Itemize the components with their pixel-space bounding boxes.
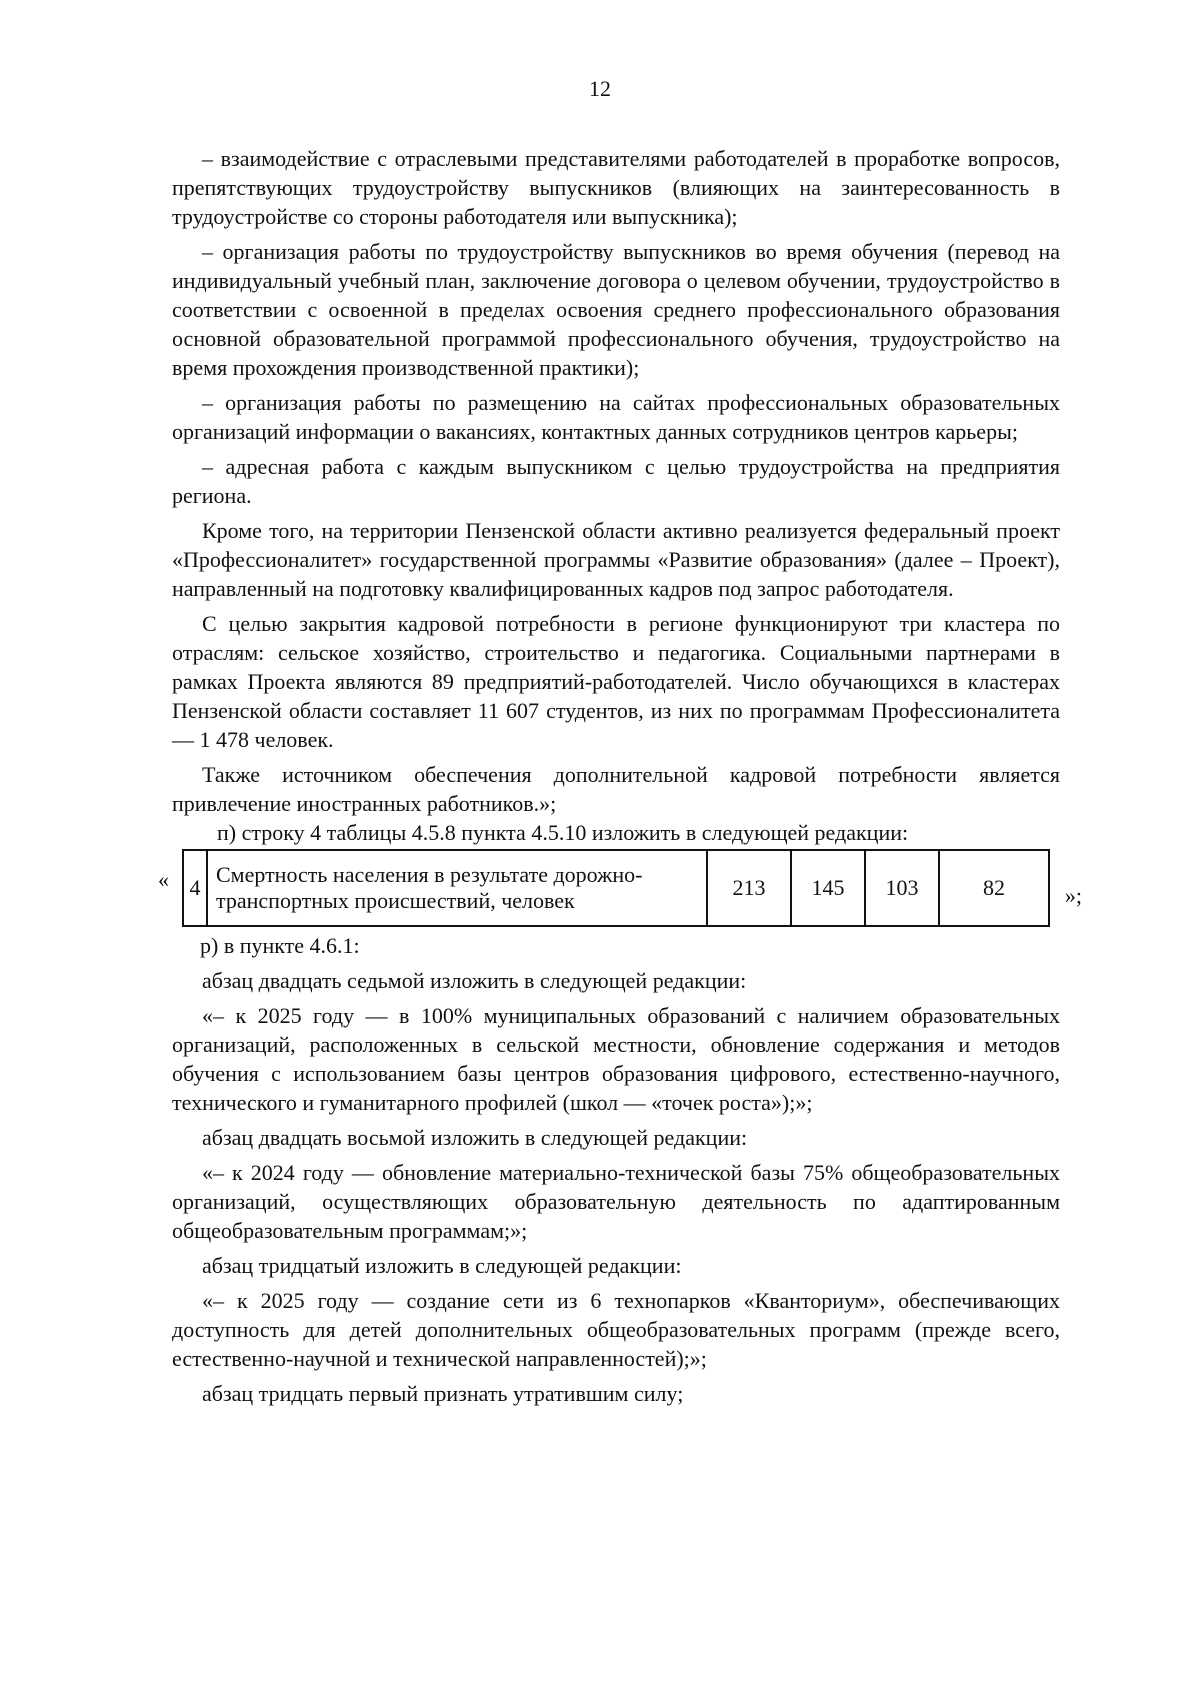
paragraph-27-heading: абзац двадцать седьмой изложить в следующей редакции: [202,968,747,993]
opening-quote: « [158,867,169,892]
paragraph-interaction-employers: – взаимодействие с отраслевыми представителями работодателей в проработке вопросов, препятствующих трудоустройству выпускников (влияющих на заинтересованность в трудоустройстве со стороны работодателя или выпускника); [172,146,1060,229]
table-cell-value-3: 103 [865,850,939,926]
page-number: 12 [589,76,611,101]
paragraph-31-repeal: абзац тридцать первый признать утратившим силу; [202,1381,684,1406]
table-cell-value-4: 82 [939,850,1049,926]
table-row [183,850,1049,926]
paragraph-instruction-table: п) строку 4 таблицы 4.5.8 пункта 4.5.10 изложить в следующей редакции: [217,820,909,845]
paragraph-employment-during-study: – организация работы по трудоустройству выпускников во время обучения (перевод на индивидуальный учебный план, заключение договора о целевом обучении, трудоустройство в соответствии с освоенной в пределах освоения среднего профессионального образования основной образовательной программой профессионального обучения, трудоустройство на время прохождения производственной практики); [172,239,1060,380]
paragraph-item-r: р) в пункте 4.6.1: [200,933,360,958]
amended-table [182,849,1050,927]
paragraph-targeted-work: – адресная работа с каждым выпускником с целью трудоустройства на предприятия региона. [172,454,1060,508]
table-cell-value-1: 213 [707,850,791,926]
paragraph-27-text: «– к 2025 году — в 100% муниципальных образований с наличием образовательных организаций, расположенных в сельской местности, обновление содержания и методов обучения с использованием базы центров образования цифрового, естественно-научного, технического и гуманитарного профилей (школ — «точек роста»);»; [172,1003,1060,1115]
paragraph-28-heading: абзац двадцать восьмой изложить в следующей редакции: [202,1125,748,1150]
table-cell-row-number: 4 [183,850,207,926]
paragraph-30-heading: абзац тридцатый изложить в следующей редакции: [202,1253,682,1278]
paragraph-30-text: «– к 2025 году — создание сети из 6 технопарков «Кванториум», обеспечивающих доступность для детей дополнительных общеобразовательных программ (прежде всего, естественно-научной и технической направленностей);»; [172,1288,1060,1371]
closing-quote: »; [1064,883,1082,908]
table-cell-value-2: 145 [791,850,865,926]
paragraph-foreign-workers: Также источником обеспечения дополнительной кадровой потребности является привлечение иностранных работников.»; [172,762,1060,816]
table-cell-indicator: Смертность населения в результате дорожно-транспортных происшествий, человек [207,850,707,926]
paragraph-vacancy-posting: – организация работы по размещению на сайтах профессиональных образовательных организаций информации о вакансиях, контактных данных сотрудников центров карьеры; [172,390,1060,444]
paragraph-professionalitet-project: Кроме того, на территории Пензенской области активно реализуется федеральный проект «Профессионалитет» государственной программы «Развитие образования» (далее – Проект), направленный на подготовку квалифицированных кадров под запрос работодателя. [172,518,1060,601]
paragraph-clusters: С целью закрытия кадровой потребности в регионе функционируют три кластера по отраслям: сельское хозяйство, строительство и педагогика. Социальными партнерами в рамках Проекта являются 89 предприятий-работодателей. Число обучающихся в кластерах Пензенской области составляет 11 607 студентов, из них по программам Профессионалитета — 1 478 человек. [172,611,1060,752]
amended-table-block [158,849,1082,927]
paragraph-28-text: «– к 2024 году — обновление материально-технической базы 75% общеобразовательных организаций, осуществляющих образовательную деятельность по адаптированным общеобразовательным программам;»; [172,1160,1060,1243]
document-body [158,144,1082,1414]
